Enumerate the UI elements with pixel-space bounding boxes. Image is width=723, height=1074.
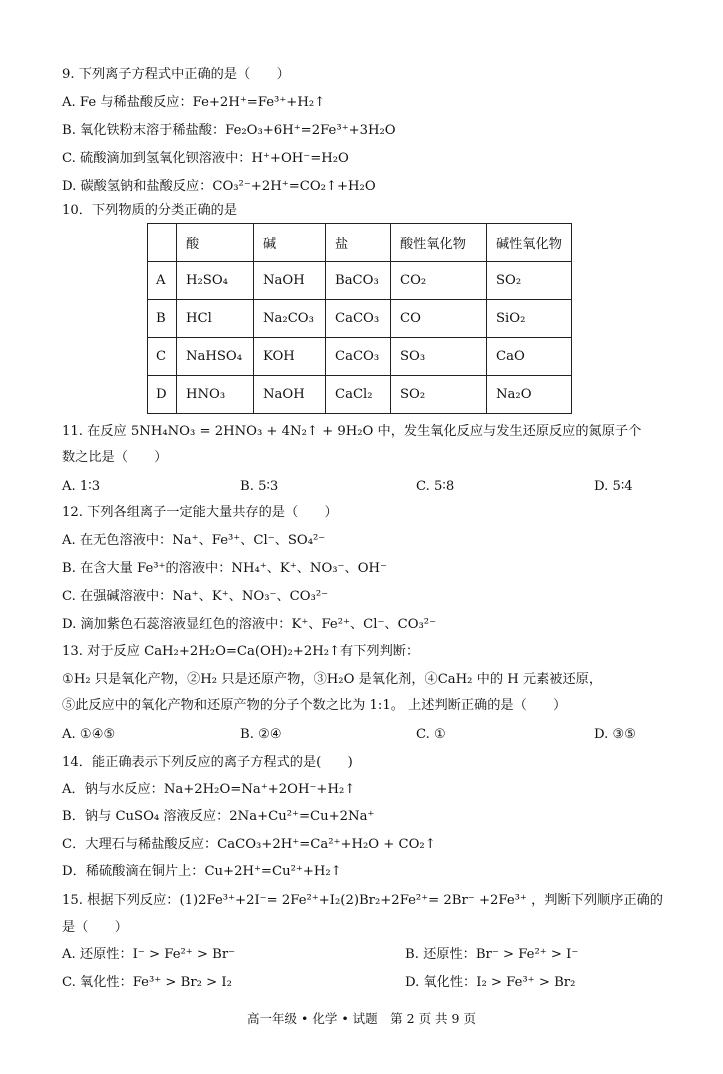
- q13-judgement-line2: ⑤此反应中的氧化产物和还原产物的分子个数之比为 1:1。 上述判断正确的是（ ）: [62, 698, 567, 713]
- q14-option-b: B．钠与 CuSO₄ 溶液反应：2Na+Cu²⁺=Cu+2Na⁺: [62, 809, 375, 824]
- table-row: [148, 376, 572, 414]
- page-footer: 高一年级 • 化学 • 试题 第 2 页 共 9 页: [247, 1011, 476, 1026]
- q10-stem: 10．下列物质的分类正确的是: [62, 203, 238, 218]
- table-cell: SO₂: [487, 262, 572, 300]
- q14-option-d: D．稀硫酸滴在铜片上：Cu+2H⁺=Cu²⁺+H₂↑: [62, 864, 342, 879]
- table-cell: CaO: [487, 338, 572, 376]
- table-cell: Na₂CO₃: [254, 300, 326, 338]
- q13-option-b: B. ②④: [240, 727, 282, 742]
- q12-option-d: D. 滴加紫色石蕊溶液显红色的溶液中：K⁺、Fe²⁺、Cl⁻、CO₃²⁻: [62, 617, 437, 632]
- q15-stem-line1: 15. 根据下列反应：(1)2Fe³⁺+2I⁻= 2Fe²⁺+I₂(2)Br₂+2Fe²⁺= 2Br⁻ +2Fe³⁺ ，判断下列顺序正确的: [62, 893, 663, 908]
- table-cell: B: [148, 300, 177, 338]
- table-cell: SO₃: [391, 338, 487, 376]
- table-cell: CaCO₃: [326, 300, 391, 338]
- q15-option-a: A. 还原性：I⁻ > Fe²⁺ > Br⁻: [62, 947, 236, 962]
- q15-option-d: D. 氧化性：I₂ > Fe³⁺ > Br₂: [405, 975, 576, 990]
- q12-option-c: C. 在强碱溶液中：Na⁺、K⁺、NO₃⁻、CO₃²⁻: [62, 589, 329, 604]
- table-header-cell: 碱: [254, 224, 326, 262]
- table-row: [148, 300, 572, 338]
- q9-option-a: A. Fe 与稀盐酸反应：Fe+2H⁺=Fe³⁺+H₂↑: [62, 95, 326, 110]
- classification-table: [147, 223, 572, 414]
- q9-stem: 9. 下列离子方程式中正确的是（ ）: [62, 67, 290, 82]
- q13-option-d: D. ③⑤: [594, 727, 637, 742]
- q9-option-d: D. 碳酸氢钠和盐酸反应：CO₃²⁻+2H⁺=CO₂↑+H₂O: [62, 179, 376, 194]
- table-cell: D: [148, 376, 177, 414]
- q11-stem-line2: 数之比是（ ）: [62, 450, 168, 465]
- table-cell: HCl: [177, 300, 254, 338]
- table-cell: HNO₃: [177, 376, 254, 414]
- table-cell: CaCl₂: [326, 376, 391, 414]
- table-header-cell: 酸: [177, 224, 254, 262]
- q12-option-a: A. 在无色溶液中：Na⁺、Fe³⁺、Cl⁻、SO₄²⁻: [62, 533, 326, 548]
- table-cell: KOH: [254, 338, 326, 376]
- table-header-cell: 碱性氧化物: [487, 224, 572, 262]
- q11-option-b: B. 5∶3: [240, 479, 279, 494]
- q15-option-b: B. 还原性：Br⁻ > Fe²⁺ > I⁻: [405, 947, 579, 962]
- table-cell: SO₂: [391, 376, 487, 414]
- q11-option-a: A. 1∶3: [62, 479, 101, 494]
- table-header-row: [148, 224, 572, 262]
- table-header-cell: 盐: [326, 224, 391, 262]
- q14-stem: 14．能正确表示下列反应的离子方程式的是( ): [62, 755, 353, 770]
- q11-stem-line1: 11. 在反应 5NH₄NO₃ = 2HNO₃ + 4N₂↑ + 9H₂O 中，发生氧化反应与发生还原反应的氮原子个: [62, 424, 642, 439]
- table-header-cell: 酸性氧化物: [391, 224, 487, 262]
- table-cell: NaOH: [254, 376, 326, 414]
- q9-option-b: B. 氧化铁粉末溶于稀盐酸：Fe₂O₃+6H⁺=2Fe³⁺+3H₂O: [62, 123, 396, 138]
- table-cell: NaHSO₄: [177, 338, 254, 376]
- table-cell: H₂SO₄: [177, 262, 254, 300]
- q14-option-c: C．大理石与稀盐酸反应：CaCO₃+2H⁺=Ca²⁺+H₂O + CO₂↑: [62, 837, 436, 852]
- table-cell: CO: [391, 300, 487, 338]
- table-cell: C: [148, 338, 177, 376]
- q13-option-c: C. ①: [416, 727, 446, 742]
- table-cell: SiO₂: [487, 300, 572, 338]
- table-cell: A: [148, 262, 177, 300]
- q14-option-a: A．钠与水反应：Na+2H₂O=Na⁺+2OH⁻+H₂↑: [62, 782, 356, 797]
- table-header-cell: [148, 224, 177, 262]
- q13-stem: 13. 对于反应 CaH₂+2H₂O=Ca(OH)₂+2H₂↑有下列判断：: [62, 644, 420, 659]
- table-cell: Na₂O: [487, 376, 572, 414]
- q12-stem: 12. 下列各组离子一定能大量共存的是（ ）: [62, 505, 338, 520]
- table-cell: CO₂: [391, 262, 487, 300]
- q15-option-c: C. 氧化性：Fe³⁺ > Br₂ > I₂: [62, 975, 232, 990]
- q9-option-c: C. 硫酸滴加到氢氧化钡溶液中：H⁺+OH⁻=H₂O: [62, 151, 349, 166]
- table-cell: CaCO₃: [326, 338, 391, 376]
- q12-option-b: B. 在含大量 Fe³⁺的溶液中：NH₄⁺、K⁺、NO₃⁻、OH⁻: [62, 561, 387, 576]
- table-cell: NaOH: [254, 262, 326, 300]
- q13-option-a: A. ①④⑤: [62, 727, 116, 742]
- q11-option-d: D. 5∶4: [594, 479, 633, 494]
- table-row: [148, 338, 572, 376]
- q15-stem-line2: 是（ ）: [62, 920, 128, 935]
- table-cell: BaCO₃: [326, 262, 391, 300]
- q11-option-c: C. 5∶8: [416, 479, 455, 494]
- table-row: [148, 262, 572, 300]
- q13-judgement-line1: ①H₂ 只是氧化产物，②H₂ 只是还原产物，③H₂O 是氧化剂，④CaH₂ 中的 H 元素被还原，: [62, 672, 603, 687]
